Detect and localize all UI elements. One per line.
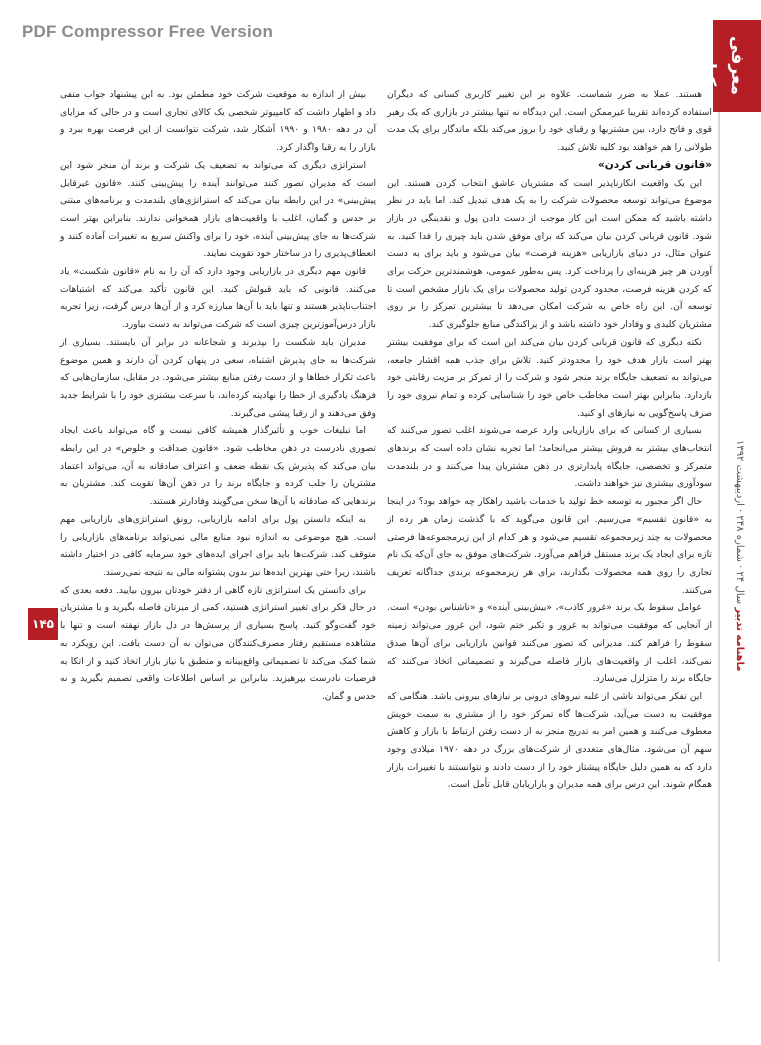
- watermark: PDF Compressor Free Version: [22, 22, 274, 41]
- paragraph: بیش از اندازه به موقعیت شرکت خود مطمئن بود. به این پیشنهاد جواب منفی داد و اظهار داشت که کامپیوتر شخصی یک کالای تجاری است و در حالی که مزایای آن در دهه ۱۹۸۰ و ۱۹۹۰ آشکار شد، شرکت نتوانست از این فرصت بهره ببرد و بازار را به رقبا واگذار کرد.: [60, 89, 377, 154]
- paragraph: بسیاری از کسانی که برای بازاریابی وارد عرصه می‌شوند اغلب تصور می‌کنند که انتخاب‌های بیشتر به فروش بیشتر می‌انجامد؛ اما تجربه نشان داده است که برندهای متمرکز و تخصصی، جایگاه پایدارتری در ذهن مشتریان پیدا می‌کنند و در بلندمدت سودآوری بیشتری نیز خواهند داشت.: [387, 425, 712, 490]
- paragraph: نکته دیگری که قانون قربانی کردن بیان می‌کند این است که برای موفقیت بیشتر بهتر است بازار هدف خود را محدودتر کنید. تلاش برای جذب همه اقشار جامعه، می‌تواند به تضعیف جایگاه برند منجر شود و شرکت را از تمرکز بر مزیت رقابتی خود بازدارد. بنابراین بهتر است مخاطب خاص خود را شناسایی کرده و تمام نیروی خود را صرف پاسخ‌گویی به نیازهای او کنید.: [387, 336, 712, 419]
- paragraph: حال اگر مجبور به توسعه خط تولید با خدمات باشید راهکار چه خواهد بود؟ در اینجا به «قانون تقسیم» می‌رسیم. این قانون می‌گوید که با گذشت زمان هر رده از محصولات به چند زیرمجموعه تقسیم می‌شود و هر کدام از این زیرمجموعه‌ها فرصتی تازه برای ایجاد یک برند مستقل فراهم می‌آورد. شرکت‌های موفق به جای آن‌که یک نام تجاری را روی همه محصولات بگذارند، برای هر زیرمجموعه برندی جداگانه تعریف می‌کنند.: [387, 496, 712, 596]
- paragraph: عوامل سقوط یک برند «غرور کاذب»، «بیش‌بینی آینده» و «ناشناس بودن» است. از آنجایی که موفقیت می‌تواند به غرور و تکبر ختم شود، این غرور می‌تواند زمینه سقوط را فراهم کند. مدیرانی که تصور می‌کنند قوانین بازاریابی برای آن‌ها صدق نمی‌کند، اغلب از واقعیت‌های بازار فاصله می‌گیرند و تصمیماتی اتخاذ می‌کنند که جایگاه برند را متزلزل می‌سازد.: [387, 602, 712, 685]
- section-tab-label: معرفی کتاب: [699, 36, 747, 96]
- section-heading: «قانون قربانی کردن»: [597, 158, 712, 171]
- issue-details: سال ۲۴ · شماره ۲۴۸ · اردیبهشت ۱۳۹۲: [734, 440, 745, 605]
- issue-info: [724, 440, 754, 672]
- paragraph: اما تبلیغات خوب و تأثیرگذار همیشه کافی نیست و گاه می‌تواند باعث ایجاد تصوری نادرست در ذهن مخاطب شود. «قانون صداقت و خلوص» در این رابطه بیان می‌کند که پذیرش یک نقطه ضعف و اعتراف صادقانه به آن، می‌تواند اعتماد مشتریان را جلب کرده و جایگاه برند را در ذهن آن‌ها تقویت کند. مشتریان به برندهایی که صادقانه با آن‌ها سخن می‌گویند وفادارتر هستند.: [60, 425, 376, 508]
- text-column-right: [387, 86, 712, 966]
- paragraph: این تفکر می‌تواند ناشی از غلبه نیروهای درونی بر نیازهای بیرونی باشد. هنگامی که موفقیت به دست می‌آید، شرکت‌ها گاه تمرکز خود را از مشتری به سمت خویش معطوف می‌کنند و همین امر به تدریج منجر به از دست رفتن ارتباط با بازار و کاهش سهم آن می‌شود. مثال‌های متعددی از شرکت‌های بزرگ در دهه ۱۹۷۰ میلادی وجود دارد که به همین دلیل جایگاه پیشتاز خود را از دست دادند و نتوانستند با تغییرات بازار همگام شوند. این درس برای همه مدیران و بازاریابان قابل تأمل است.: [387, 690, 712, 791]
- side-divider: [718, 112, 720, 962]
- paragraph: مدیران باید شکست را بپذیرند و شجاعانه در برابر آن بایستند. بسیاری از شرکت‌ها به جای پذیرش اشتباه، سعی در پنهان کردن آن دارند و همین موضوع باعث تکرار خطاها و از دست رفتن منابع بیشتر می‌شود. در مقابل، سازمان‌هایی که فرهنگ یادگیری از خطا را نهادینه کرده‌اند، با سرعت بیشتری خود را با شرایط جدید وفق می‌دهند و از رقبا پیشی می‌گیرند.: [60, 336, 376, 419]
- paragraph: برای دانستن یک استراتژی تازه گاهی از دفتر خودتان بیرون بیایید. دفعه بعدی که در حال فکر برای تغییر استراتژی هستید، کمی از میزتان فاصله بگیرید و با مشتریان خود گفت‌وگو کنید. پاسخ بسیاری از پرسش‌ها در دل بازار نهفته است و تنها با مشاهده مستقیم رفتار مصرف‌کنندگان می‌توان به آن دست یافت. این رویکرد به شما کمک می‌کند تا تصمیماتی واقع‌بینانه و منطبق با نیاز بازار اتخاذ کنید و از اتکا به فرضیات نادرست بپرهیزید. بنابراین بر اساس اطلاعات واقعی تصمیم بگیرید و نه حدس و گمان.: [60, 584, 376, 702]
- paragraph: استراتژی دیگری که می‌تواند به تضعیف یک شرکت و برند آن منجر شود این است که مدیران تصور کنند می‌توانند آینده را پیش‌بینی کنند. «قانون غیرقابل پیش‌بینی» در این رابطه بیان می‌کند که استراتژی‌های بلندمدت و برنامه‌های مبتنی بر حدس و گمان، اغلب با واقعیت‌های بازار همخوانی ندارند. بنابراین بهتر است شرکت‌ها به جای پیش‌بینی آینده، خود را برای واکنش سریع به تغییرات آماده کنند و انعطاف‌پذیری را در ساختار خود تقویت نمایند.: [60, 159, 376, 260]
- paragraph: این یک واقعیت انکارناپذیر است که مشتریان عاشق انتخاب کردن هستند. این موضوع می‌تواند توسعه محصولات شرکت را به یک هدف تبدیل کند. اما باید در نظر داشته باشید که ممکن است این کار موجب از دست دادن پول و نقدینگی در بازار شود. قانون قربانی کردن بیان می‌کند که برای موفق شدن باید چیزی را فدا کنید. به عنوان مثال، در دنیای بازاریابی «هزینه فرصت» بیان می‌شود و باید برای به دست آوردن هر چیز هزینه‌ای را پرداخت کرد. پس به‌طور عمومی، هوشمندترین حرکت برای که کردن هزینه فرصت، محدود کردن تولید محصولات برای یک بازار مشخص است تا توسعه آن. این راه خاص به شرکت امکان می‌دهد تا بیشترین تمرکز را بر روی مشتریان کلیدی و وفادار خود داشته باشد و از پراکندگی منابع جلوگیری کند.: [387, 177, 712, 331]
- text-column-left: [60, 86, 376, 966]
- paragraph: به اینکه دانستن پول برای ادامه بازاریابی، رونق استراتژی‌های بازاریابی مهم است. هیچ موضوعی به اندازه نبود منابع مالی نمی‌تواند برنامه‌های بازاریابی را متوقف کند. شرکت‌ها باید برای اجرای ایده‌های خود سرمایه کافی در اختیار داشته باشند، زیرا حتی بهترین ایده‌ها نیز بدون پشتوانه مالی به نتیجه نمی‌رسند.: [60, 513, 376, 578]
- paragraph: هستند. عملا به ضرر شماست. علاوه بر این تغییر کاربری کسانی که دیگران استفاده کرده‌اند تقریبا غیرممکن است. این دیدگاه نه تنها بیشتر در بازاری که یک رهبر قوی و فاتح دارد، بین مشتریها و رقبای خود را بروز می‌کند بلکه ماندگار برای یک مدت طولانی را هم خواهند بود کلیه تلاش کنید.: [387, 89, 712, 154]
- page-number: ۱۴۵: [28, 608, 58, 640]
- paragraph: قانون مهم دیگری در بازاریابی وجود دارد که آن را به نام «قانون شکست» یاد می‌کنند. قانونی که باید قبولش کنید. این قانون تأکید می‌کند که اشتباهات اجتناب‌ناپذیر هستند و تنها باید با آن‌ها مبارزه کرد و از آن‌ها درس گرفت، زیرا تجربه بازار درس‌آموزترین چیزی است که شرکت می‌تواند به دست بیاورد.: [60, 266, 376, 331]
- magazine-name: ماهنامه تدبیر: [734, 607, 745, 672]
